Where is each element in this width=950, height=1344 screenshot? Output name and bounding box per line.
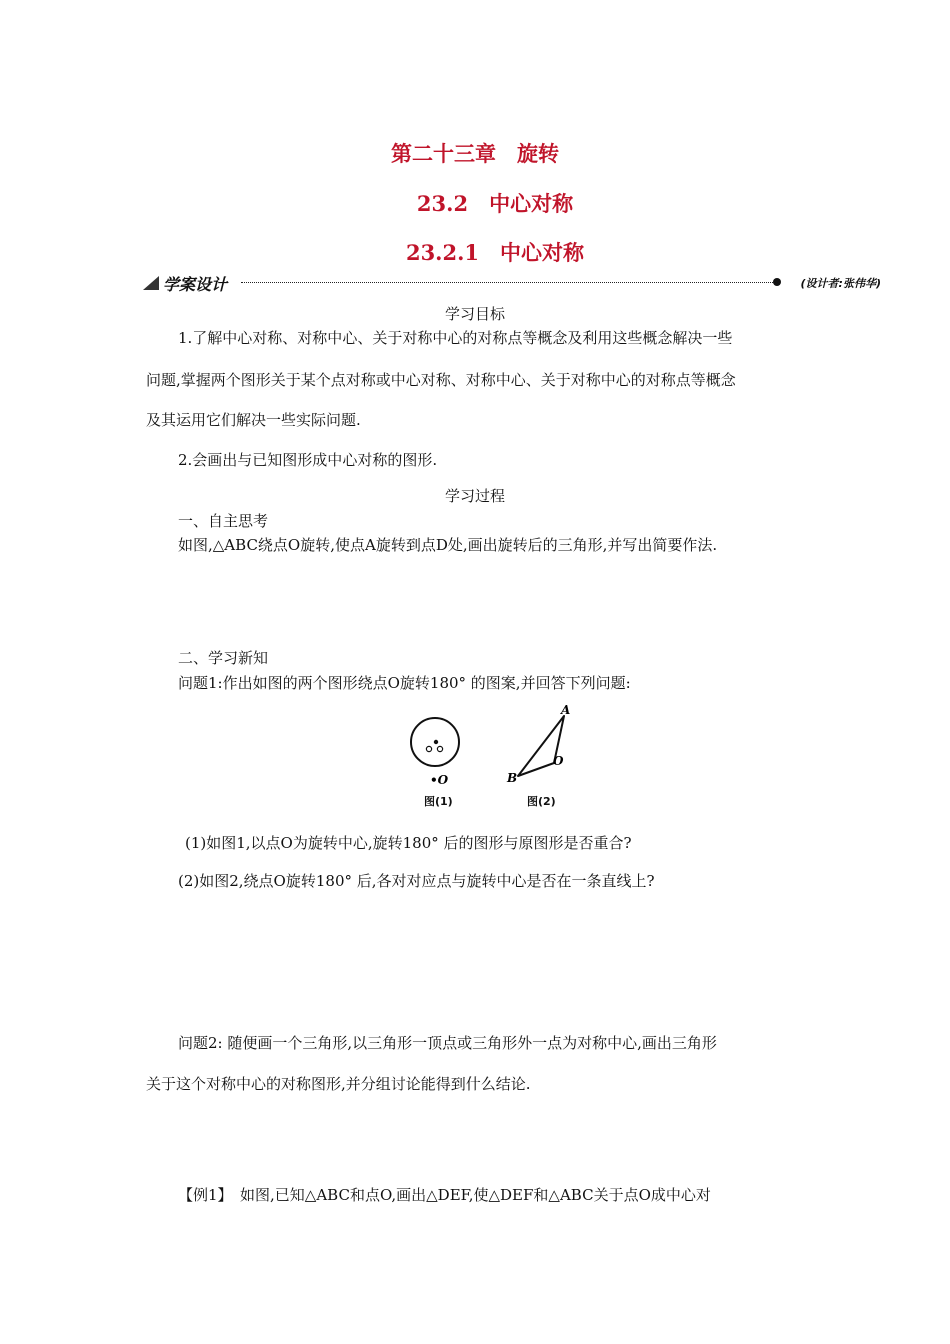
part-1-title: 一、自主思考 [178, 512, 269, 530]
banner-dotted-line [241, 282, 773, 283]
figure-1-caption: 图(1) [424, 795, 453, 808]
figure-2-label-b: B [507, 771, 518, 785]
part-1-text: 如图,△ABC绕点O旋转,使点A旋转到点D处,画出旋转后的三角形,并写出简要作法. [178, 536, 718, 554]
banner-credit: (设计者:张伟华) [800, 277, 881, 290]
figure-1-ring-left [426, 746, 431, 751]
goals-heading: 学习目标 [444, 305, 505, 323]
subsection-title: 23.2.1 中心对称 [405, 240, 585, 265]
question-1-sub-1: (1)如图1,以点O为旋转中心,旋转180° 后的图形与原图形是否重合? [185, 834, 632, 852]
goal-2: 2.会画出与已知图形成中心对称的图形. [178, 451, 438, 469]
lesson-design-banner [143, 272, 881, 294]
banner-triangle-icon [143, 276, 159, 290]
example-1: 【例1】 如图,已知△ABC和点O,画出△DEF,使△DEF和△ABC关于点O成中心对 [178, 1186, 711, 1204]
goal-1-line-2: 问题,掌握两个图形关于某个点对称或中心对称、对称中心、关于对称中心的对称点等概念 [146, 371, 736, 389]
chapter-title: 第二十三章 旋转 [391, 141, 559, 166]
figure-1-dot-top [434, 740, 438, 744]
process-heading: 学习过程 [444, 487, 505, 505]
goal-1-line-3: 及其运用它们解决一些实际问题. [146, 411, 361, 429]
figure-1-label-o: •O [430, 773, 449, 787]
question-2-line-1: 问题2: 随便画一个三角形,以三角形一顶点或三角形外一点为对称中心,画出三角形 [178, 1034, 717, 1052]
figure-1-ring-right [437, 746, 442, 751]
goal-1-line-1: 1.了解中心对称、对称中心、关于对称中心的对称点等概念及利用这些概念解决一些 [178, 329, 733, 347]
section-title: 23.2 中心对称 [416, 191, 574, 216]
banner-label: 学案设计 [163, 275, 228, 294]
question-1-sub-2: (2)如图2,绕点O旋转180° 后,各对对应点与旋转中心是否在一条直线上? [178, 872, 655, 890]
banner-dot-icon [773, 278, 781, 286]
figure-2-label-o: O [553, 754, 564, 768]
figure-2 [500, 700, 580, 790]
question-2-line-2: 关于这个对称中心的对称图形,并分组讨论能得到什么结论. [146, 1075, 531, 1093]
figure-2-caption: 图(2) [527, 795, 556, 808]
question-1-text: 问题1:作出如图的两个图形绕点O旋转180° 的图案,并回答下列问题: [178, 674, 631, 692]
part-2-title: 二、学习新知 [178, 649, 269, 667]
figure-2-label-a: A [561, 703, 571, 717]
